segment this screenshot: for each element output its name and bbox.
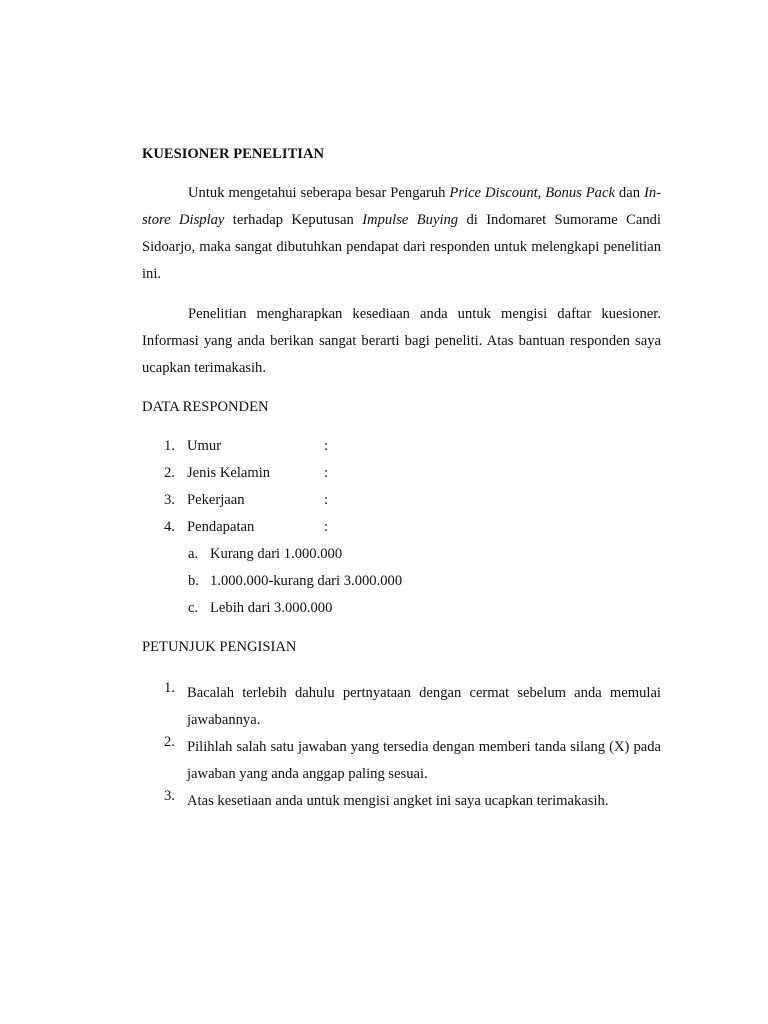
field-colon: : bbox=[324, 492, 329, 508]
instruction-number: 3. bbox=[164, 788, 175, 804]
intro-p1-seg-5: Impulse Buying bbox=[362, 212, 459, 228]
instruction-text: Bacalah terlebih dahulu pertnyataan dengan cermat sebelum anda memulai jawabannya. bbox=[187, 685, 661, 728]
petunjuk-heading: PETUNJUK PENGISIAN bbox=[142, 639, 297, 655]
instruction-text: Pilihlah salah satu jawaban yang tersedia dengan memberi tanda silang (X) pada jawaban yang anda anggap paling sesuai. bbox=[187, 739, 661, 782]
field-number: 1. bbox=[164, 438, 175, 454]
responden-field-pekerjaan bbox=[142, 492, 661, 519]
intro-paragraph-2 bbox=[142, 301, 661, 382]
income-option-c bbox=[142, 600, 661, 627]
income-option-b bbox=[142, 573, 661, 600]
field-label: Umur bbox=[187, 438, 222, 454]
option-letter: c. bbox=[188, 600, 199, 616]
data-responden-heading: DATA RESPONDEN bbox=[142, 399, 269, 415]
responden-field-umur bbox=[142, 438, 661, 465]
field-number: 2. bbox=[164, 465, 175, 481]
field-label: Pendapatan bbox=[187, 519, 255, 535]
intro-p2-text: Penelitian mengharapkan kesediaan anda untuk mengisi daftar kuesioner. Informasi yang anda berikan sangat berarti bagi peneliti. Atas bantuan responden saya ucapkan terimakasih. bbox=[142, 306, 661, 376]
option-letter: b. bbox=[188, 573, 199, 589]
option-text: Kurang dari 1.000.000 bbox=[210, 546, 343, 562]
field-colon: : bbox=[324, 438, 329, 454]
responden-field-pendapatan bbox=[142, 519, 661, 546]
intro-p1-seg-6: di Indomaret Sumorame Candi Sidoarjo, maka sangat dibutuhkan pendapat dari responden untuk melengkapi penelitian ini. bbox=[142, 212, 661, 282]
field-number: 4. bbox=[164, 519, 175, 535]
instruction-number: 2. bbox=[164, 734, 175, 750]
option-text: Lebih dari 3.000.000 bbox=[210, 600, 333, 616]
field-label: Pekerjaan bbox=[187, 492, 245, 508]
instruction-text: Atas kesetiaan anda untuk mengisi angket ini saya ucapkan terimakasih. bbox=[187, 793, 609, 809]
intro-p1-seg-1: Price Discount, Bonus Pack bbox=[449, 185, 615, 201]
option-letter: a. bbox=[188, 546, 199, 562]
document-title: KUESIONER PENELITIAN bbox=[142, 146, 325, 162]
intro-p1-seg-2: dan bbox=[614, 185, 644, 201]
field-number: 3. bbox=[164, 492, 175, 508]
option-text: 1.000.000-kurang dari 3.000.000 bbox=[210, 573, 403, 589]
instruction-number: 1. bbox=[164, 680, 175, 696]
field-colon: : bbox=[324, 519, 329, 535]
intro-p1-seg-4: terhadap Keputusan bbox=[224, 212, 363, 228]
intro-p1-seg-0: Untuk mengetahui seberapa besar Pengaruh bbox=[188, 185, 450, 201]
responden-field-jenis-kelamin bbox=[142, 465, 661, 492]
income-option-a bbox=[142, 546, 661, 573]
intro-paragraph-1 bbox=[142, 180, 661, 288]
intro-p1-seg-3: In-store Display bbox=[142, 185, 661, 228]
field-colon: : bbox=[324, 465, 329, 481]
field-label: Jenis Kelamin bbox=[187, 465, 271, 481]
